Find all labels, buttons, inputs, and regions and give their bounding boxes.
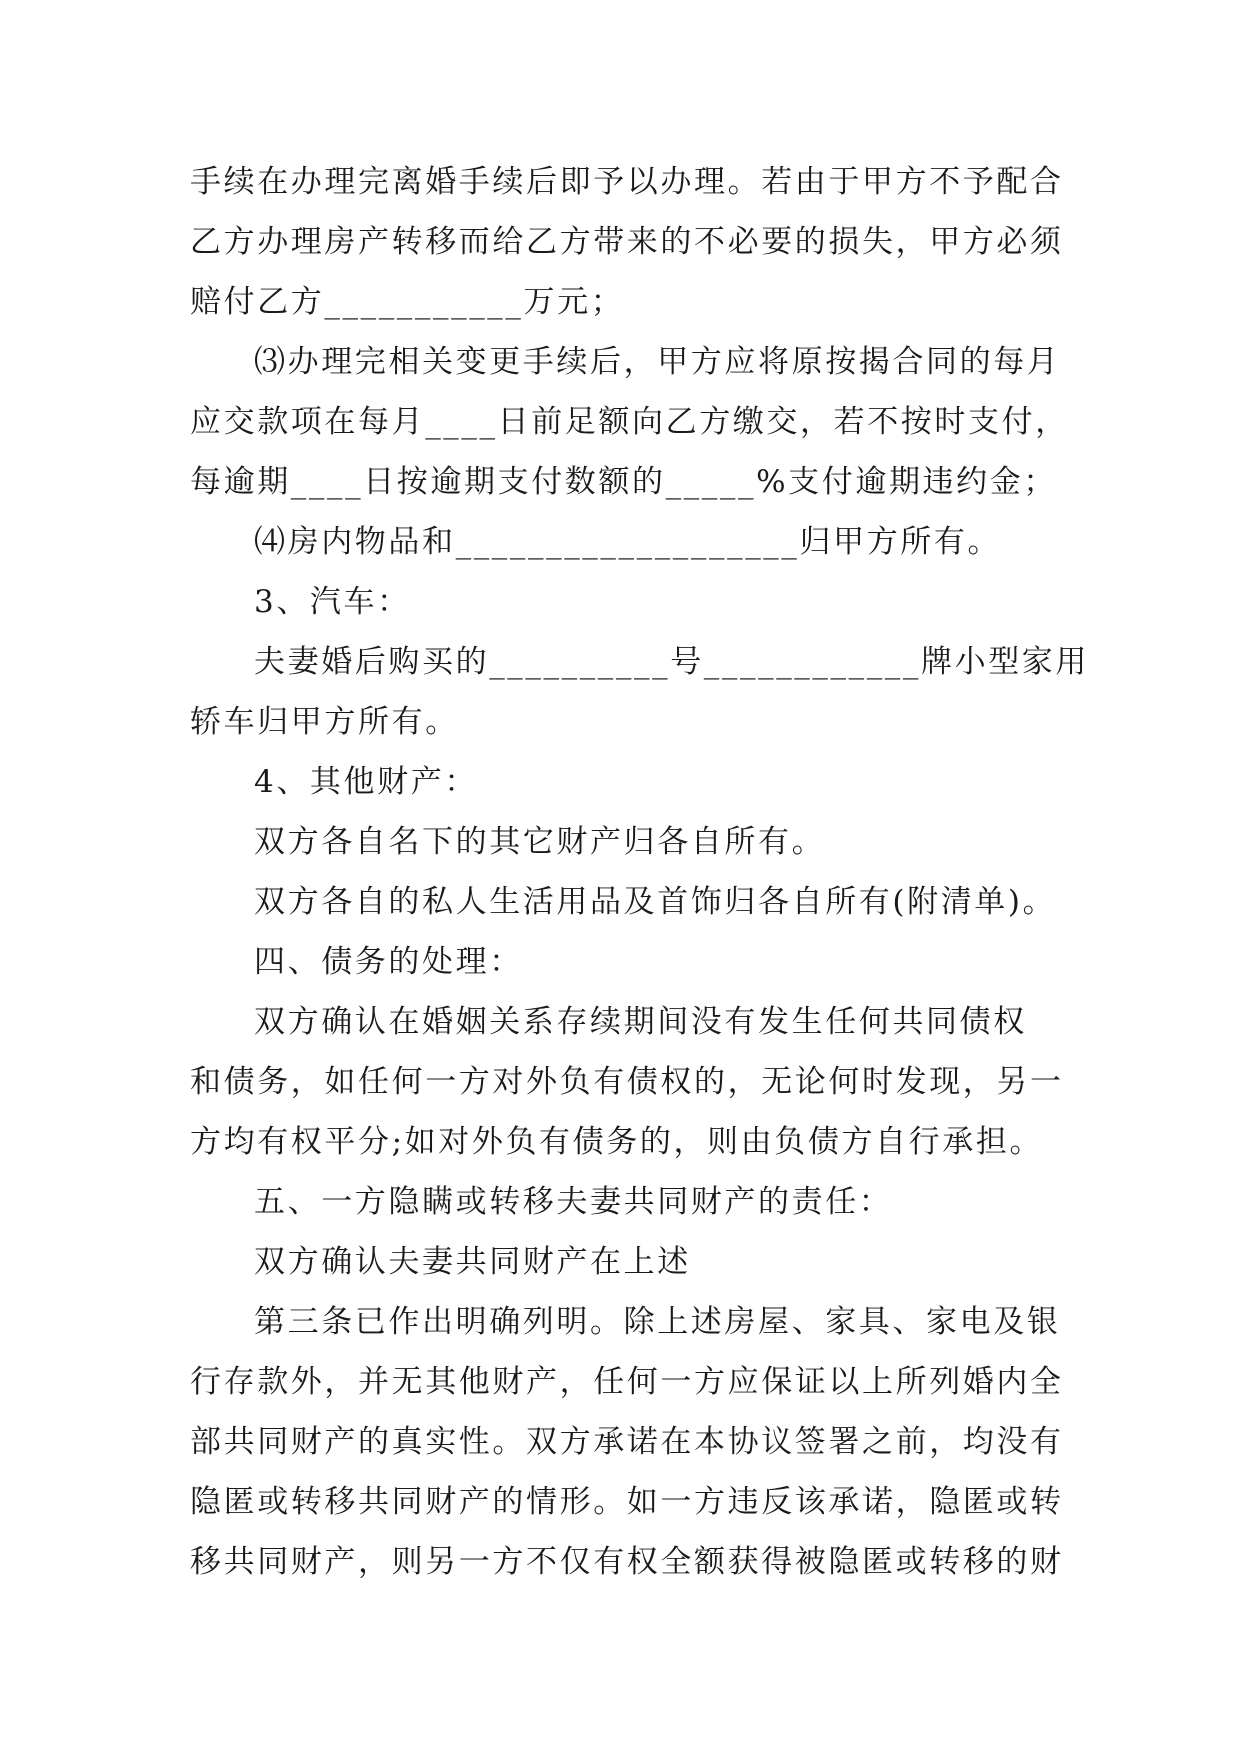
paragraph-line: 夫妻婚后购买的__________号____________牌小型家用 [254,644,1089,680]
paragraph-line: 隐匿或转移共同财产的情形。如一方违反该承诺，隐匿或转 [190,1484,1064,1520]
paragraph-line: 部共同财产的真实性。双方承诺在本协议签署之前，均没有 [190,1424,1064,1460]
paragraph-line: ⑶办理完相关变更手续后，甲方应将原按揭合同的每月 [254,344,1061,380]
section-heading: 3、汽车： [254,584,411,620]
paragraph-line: 双方各自的私人生活用品及首饰归各自所有(附清单)。 [254,884,1057,920]
paragraph-line: 方均有权平分;如对外负有债务的，则由负债方自行承担。 [190,1124,1044,1160]
paragraph-line: 双方确认在婚姻关系存续期间没有发生任何共同债权 [254,1004,1027,1040]
section-heading: 五、一方隐瞒或转移夫妻共同财产的责任： [254,1184,893,1220]
paragraph-line: 双方各自名下的其它财产归各自所有。 [254,824,826,860]
paragraph-line: 手续在办理完离婚手续后即予以办理。若由于甲方不予配合 [190,164,1064,200]
paragraph-line: 应交款项在每月____日前足额向乙方缴交，若不按时支付， [190,404,1069,440]
paragraph-line: 移共同财产，则另一方不仅有权全额获得被隐匿或转移的财 [190,1544,1064,1580]
paragraph-line: 行存款外，并无其他财产，任何一方应保证以上所列婚内全 [190,1364,1064,1400]
paragraph-line: 轿车归甲方所有。 [190,704,459,740]
document-body [190,152,1089,1592]
paragraph-line: 第三条已作出明确列明。除上述房屋、家具、家电及银 [254,1304,1061,1340]
section-heading: 四、债务的处理： [254,944,523,980]
paragraph-line: 赔付乙方___________万元； [190,284,625,320]
paragraph-line: 乙方办理房产转移而给乙方带来的不必要的损失，甲方必须 [190,224,1064,260]
paragraph-line: 和债务，如任何一方对外负有债权的，无论何时发现，另一 [190,1064,1064,1100]
paragraph-line: 双方确认夫妻共同财产在上述 [254,1244,691,1280]
section-heading: 4、其他财产： [254,764,478,800]
paragraph-line: ⑷房内物品和___________________归甲方所有。 [254,524,1002,560]
paragraph-line: 每逾期____日按逾期支付数额的_____%支付逾期违约金； [190,464,1057,500]
